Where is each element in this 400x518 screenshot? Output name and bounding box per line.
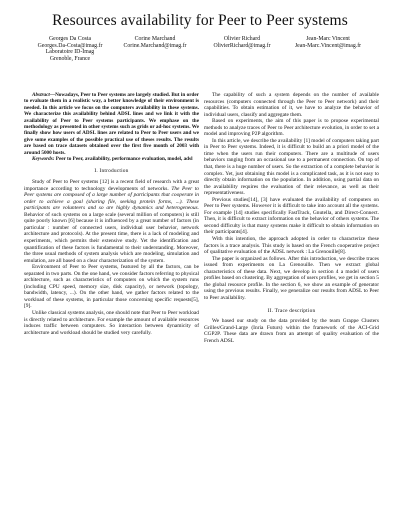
section-heading-trace-description: II. Trace description (267, 307, 316, 314)
author-name: Georges Da Costa (48, 36, 92, 42)
paragraph-text: Study of Peer to Peer systems [12] is a recent field of research with a great importance according to technology developments of networks. (24, 179, 199, 192)
body-paragraph: The paper is organized as follows. After this introduction, we describe traces issued from experiments on La Grenouille. Then we extract global characteristics of these data. Next, we develop in section 4 a model of users profiles based on clustering. By aggregation of users profiles, we get in section 5 the global resource profile. In the section 6, we show an example of generator using the previous results. Finally, we generalize our results from ADSL to Peer to Peer availability. (204, 255, 379, 301)
author-name: Jean-Marc Vincent (306, 36, 350, 42)
author-affiliation: Laboratoire ID-Imag (45, 49, 95, 56)
author-3 (203, 36, 281, 49)
body-paragraph: Unlike classical systems analysis, one should note that Peer to Peer workload is directly related to architecture. For example the amount of available resources induces traffic between computers. So interaction between dynamicity of architecture and workload should be studied very carefully. (24, 310, 199, 336)
left-column (24, 92, 199, 336)
author-email: OlivierRichard@imag.fr (213, 42, 271, 49)
author-2 (114, 36, 196, 49)
body-paragraph: Based on experiments, the aim of this paper is to propose experimental methods to analyze traces of Peer to Peer architecture evolution, in order to set a model and improving P2P algorithm. (204, 118, 379, 138)
keywords-text: Peer to Peer, availability, performance evaluation, model, adsl (55, 156, 193, 163)
author-name: Olivier Richard (223, 36, 261, 42)
body-paragraph: We based our study on the data provided by the team Grappe Clusters Grilles/Grand-Large (Inria Futurs) within the framework of the ACI-Grid CGP2P. These data are drawn from an attempt of quality evaluation of the French ADSL (204, 318, 379, 344)
author-block (0, 36, 400, 76)
body-paragraph: In this article, we describe the availability [1] model of computers taking part in Peer to Peer systems. Indeed, it is difficult to build an a priori model of the time when the users run their computers. There are a multitude of users behaviors ranging from an occasional use to a permanent connection. On top of that, there is a huge number of users. So the extraction of a complete behavior is complex. Yet, just obtaining this model is a complicated task, as it is not easy to directly obtain information on the population. In addition, using partial data on the availability requires the evaluation of their relevance, as well as their representativeness. (204, 137, 379, 197)
right-column (204, 92, 379, 344)
body-paragraph: With this intention, the approach adopted in order to characterize these factors is a trace analysis. This study is based on the French cooperative project of qualitative evaluation of the ADSL network : La Grenouille[8]. (204, 236, 379, 256)
paper-title: Resources availability for Peer to Peer systems (52, 12, 348, 29)
author-email: Georges.Da-Costa@imag.fr (37, 42, 103, 49)
keywords-lead: Keywords: (32, 156, 55, 163)
abstract (24, 92, 199, 156)
body-paragraph: Previous studies[14], [3] have evaluated the availability of computers on Peer to Peer systems. However it is difficult to take into account all the systems. For example [14] studies specifically FastTrack, Gnutella, and Direct-Connect. Then, it is difficult to extract information on the behavior of others systems. The second difficulty is that many systems make it difficult to obtain information on their participants[4]. (204, 196, 379, 236)
body-paragraph: The capability of such a system depends on the number of available resources (computers connected through the Peer to Peer network) and their capabilities. To obtain estimation of it, we have to analyze the behavior of individual users, classify and aggregate them. (204, 92, 379, 118)
body-paragraph (24, 179, 199, 264)
abstract-lead: Abstract (32, 92, 50, 98)
abstract-text: —Nowadays, Peer to Peer systems are largely studied. But in order to evaluate them in a realistic way, a better knowledge of their environment is needed. In this article we focus on the computers availability in these systems. We characterize this availability behind ADSL lines and we link it with the availability of Peer to Peer systems participants. We emphase on the methodology as presented in other systems such as grids or ad-hoc systems. We finally show how users of ADSL lines are related to Peer to Peer users and we give some examples of the possible practical use of theses results. The results are based on trace datasets obtained over the first five month of 2003 with around 5000 hosts. (24, 92, 199, 156)
author-email: Jean-Marc.Vincent@imag.fr (294, 42, 362, 49)
paragraph-text: Behavior of such systems on a large scale (several million of computers) is still quite poorly known [6] because it is influenced by a great number of factors (in particular : number of connected users, individual user behavior, network architecture and protocols). At the present time, there is a lack of modeling and experiments, which permits their extensive study. Yet the identification and quantification of these factors is fundamental to their understanding. Moreover, the three usual methods of system analysis which are modeling, simulation and emulation, are all based on a clear characterization of the system. (24, 211, 199, 264)
author-location: Grenoble, France (49, 55, 91, 62)
author-1 (30, 36, 110, 62)
body-paragraph: Environment of Peer to Peer systems, featured by all the factors, can be separated in two parts. On the one hand, we consider factors referring to physical architecture, such as characteristics of computers on which the system runs (including CPU speed, memory size, disk capacity), or network (topology, bandwidth, latency, ...). On the other hand, we gather factors related to the workload of these systems, in particular those concerning specific requests[5], [9]. (24, 264, 199, 310)
keywords (24, 156, 199, 162)
author-email: Corine.Marchand@imag.fr (123, 42, 187, 49)
paragraph-emphasis: The Peer to Peer systems are composed of a large number of participants that cooperate in order to achieve a goal (sharing file, seeking protein forms, ...). These participants are volunteers and so are highly dynamics and heterogeneous. (24, 185, 199, 212)
section-heading-introduction: I. Introduction (94, 168, 129, 175)
author-4 (285, 36, 371, 49)
author-name: Corine Marchand (134, 36, 176, 42)
